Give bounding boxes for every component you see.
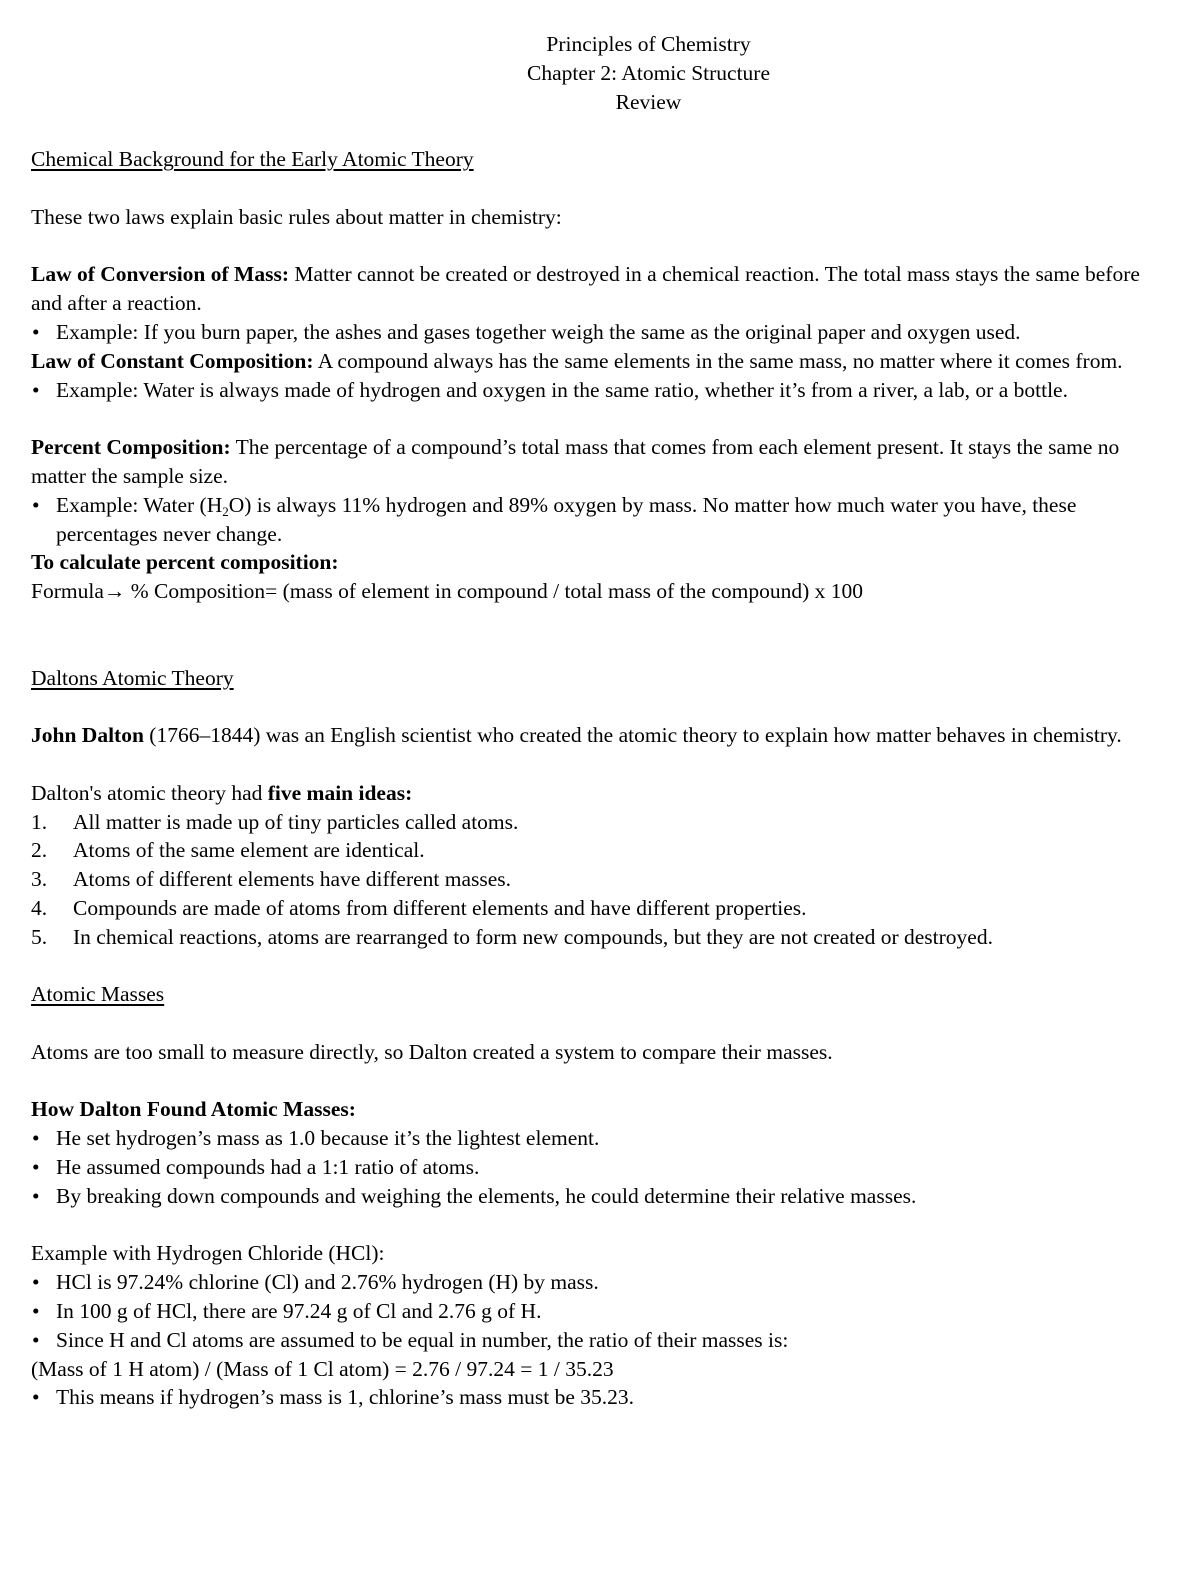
definition-term: Percent Composition: xyxy=(31,435,231,460)
hcl-example-heading: Example with Hydrogen Chloride (HCl): xyxy=(31,1241,385,1266)
ideas-list xyxy=(31,808,1168,952)
ideas-intro-bold: five main ideas: xyxy=(267,780,413,805)
law-term: Law of Conversion of Mass: xyxy=(31,262,289,287)
how-dalton-heading-text: How Dalton Found Atomic Masses: xyxy=(31,1097,356,1122)
section-heading-daltons-theory: Daltons Atomic Theory xyxy=(31,665,234,690)
law-term: Law of Constant Composition: xyxy=(31,348,314,373)
list-item: • Since H and Cl atoms are assumed to be equal in number, the ratio of their masses is: xyxy=(31,1326,1168,1355)
calculate-heading xyxy=(31,548,1168,577)
mass-ratio-line: (Mass of 1 H atom) / (Mass of 1 Cl atom) = 2.76 / 97.24 = 1 / 35.23 xyxy=(31,1356,614,1381)
how-dalton-heading xyxy=(31,1095,1168,1124)
list-item: • HCl is 97.24% chlorine (Cl) and 2.76% hydrogen (H) by mass. xyxy=(31,1268,1168,1297)
example-text-part: O) is always 11% hydrogen and 89% oxygen by mass. No matter how much water you have, these percentages never change. xyxy=(56,492,1077,546)
review-label: Review xyxy=(615,89,682,114)
course-title: Principles of Chemistry xyxy=(546,32,751,56)
law-conservation-of-mass xyxy=(31,260,1168,318)
chapter-title: Chapter 2: Atomic Structure xyxy=(526,60,771,85)
dalton-name: John Dalton xyxy=(31,723,144,748)
laws-intro: These two laws explain basic rules about matter in chemistry: xyxy=(31,204,562,229)
list-number: 4. xyxy=(31,895,48,920)
law-definition: A compound always has the same elements in the same mass, no matter where it comes from. xyxy=(313,348,1123,373)
list-text: In chemical reactions, atoms are rearranged to form new compounds, but they are not created or destroyed. xyxy=(73,924,993,949)
law-example: • Example: Water is always made of hydrogen and oxygen in the same ratio, whether it’s from a river, a lab, or a bottle. xyxy=(31,376,1168,405)
list-item: • He set hydrogen’s mass as 1.0 because it’s the lightest element. xyxy=(31,1124,1168,1153)
list-item: • By breaking down compounds and weighing the elements, he could determine their relative masses. xyxy=(31,1182,1168,1211)
ideas-intro xyxy=(31,779,1168,808)
calculate-heading-text: To calculate percent composition: xyxy=(31,550,339,575)
list-item xyxy=(31,923,1168,952)
list-item: • In 100 g of HCl, there are 97.24 g of Cl and 2.76 g of H. xyxy=(31,1297,1168,1326)
law-example: • Example: If you burn paper, the ashes and gases together weigh the same as the original paper and oxygen used. xyxy=(31,318,1168,347)
list-item xyxy=(31,894,1168,923)
section-heading-chemical-background: Chemical Background for the Early Atomic Theory xyxy=(31,147,474,172)
dalton-bio-text: (1766–1844) was an English scientist who created the atomic theory to explain how matter behaves in chemistry. xyxy=(143,723,1122,748)
law-constant-composition xyxy=(31,347,1168,376)
list-text: All matter is made up of tiny particles called atoms. xyxy=(73,809,519,834)
percent-composition-definition xyxy=(31,433,1168,491)
law-definition: Matter cannot be created or destroyed in a chemical reaction. The total mass stays the same before and after a reaction. xyxy=(31,262,1140,316)
list-number: 1. xyxy=(31,809,48,834)
list-item: • He assumed compounds had a 1:1 ratio of atoms. xyxy=(31,1153,1168,1182)
dalton-bio xyxy=(31,721,1168,750)
list-number: 2. xyxy=(31,838,48,863)
list-number: 3. xyxy=(31,867,48,892)
list-item xyxy=(31,808,1168,837)
list-number: 5. xyxy=(31,924,48,949)
list-text: Atoms of the same element are identical. xyxy=(73,838,425,863)
list-item xyxy=(31,836,1168,865)
list-text: Compounds are made of atoms from different elements and have different properties. xyxy=(73,895,807,920)
example-text-part: Example: Water (H xyxy=(56,492,223,517)
ideas-intro-text: Dalton's atomic theory had xyxy=(31,780,268,805)
list-text: Atoms of different elements have different masses. xyxy=(73,867,512,892)
subscript: 2 xyxy=(222,503,229,519)
conclusion-item: • This means if hydrogen’s mass is 1, chlorine’s mass must be 35.23. xyxy=(31,1383,1168,1412)
water-example xyxy=(31,491,1168,549)
document-header xyxy=(129,30,1168,116)
atomic-masses-intro: Atoms are too small to measure directly, so Dalton created a system to compare their masses. xyxy=(31,1039,833,1064)
percent-composition-formula: Formula→ % Composition= (mass of element in compound / total mass of the compound) x 100 xyxy=(31,579,864,604)
section-heading-atomic-masses: Atomic Masses xyxy=(31,982,165,1007)
list-item xyxy=(31,865,1168,894)
definition-text: The percentage of a compound’s total mass that comes from each element present. It stays the same no matter the sample size. xyxy=(31,435,1120,488)
